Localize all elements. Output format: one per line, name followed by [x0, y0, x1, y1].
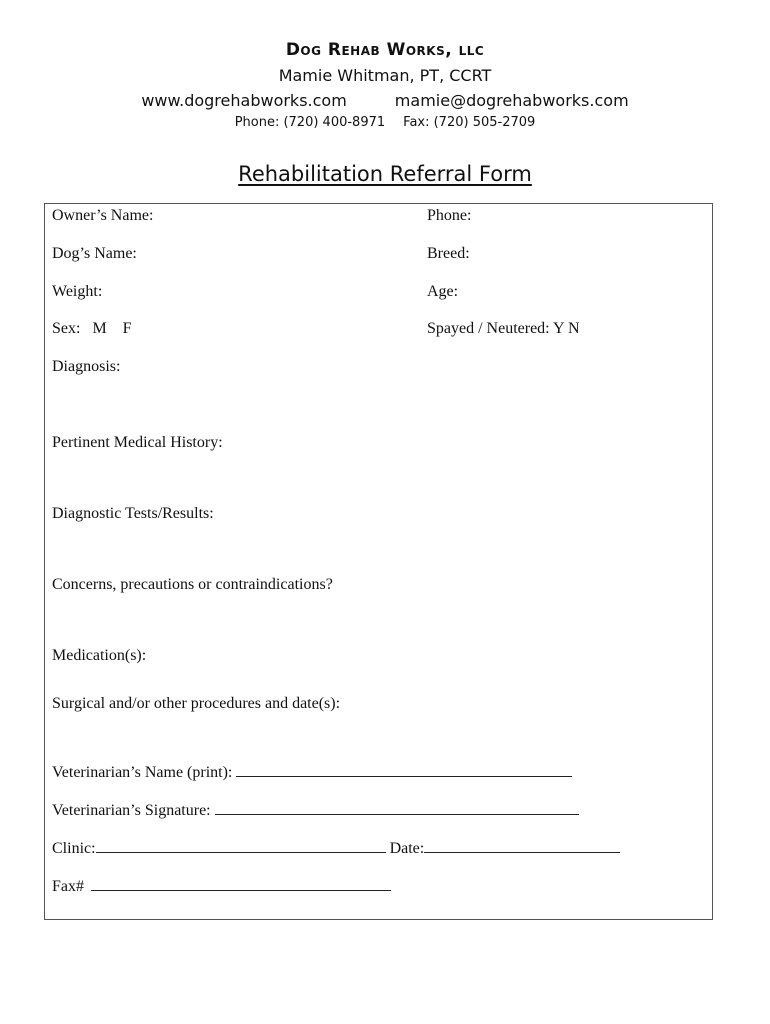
phone-label[interactable]: Phone: [427, 207, 472, 224]
dogs-name-label[interactable]: Dog’s Name: [52, 245, 137, 262]
vet-signature-label: Veterinarian’s Signature: [52, 802, 211, 819]
phone-fax-row [0, 115, 770, 130]
clinic-label: Clinic: [52, 840, 96, 857]
website-link[interactable]: www.dogrehabworks.com [141, 91, 347, 110]
fax-row [52, 876, 391, 896]
date-field[interactable] [424, 838, 620, 853]
surgical-procedures-label[interactable]: Surgical and/or other procedures and date(s): [52, 695, 341, 712]
medical-history-label[interactable]: Pertinent Medical History: [52, 434, 223, 451]
fax-field[interactable] [91, 876, 391, 891]
contact-row [0, 91, 770, 110]
diagnostic-tests-label[interactable]: Diagnostic Tests/Results: [52, 505, 214, 522]
form-title: Rehabilitation Referral Form [238, 162, 532, 186]
vet-signature-field[interactable] [215, 800, 579, 815]
spayed-neutered-label[interactable]: Spayed / Neutered: Y N [427, 320, 580, 337]
fax-number: Fax: (720) 505-2709 [403, 115, 536, 130]
practitioner-name: Mamie Whitman, PT, CCRT [278, 66, 492, 85]
date-label: Date: [389, 840, 425, 857]
owners-name-label[interactable]: Owner’s Name: [52, 207, 154, 224]
vet-name-label: Veterinarian’s Name (print): [52, 764, 233, 781]
fax-label: Fax# [52, 878, 84, 895]
email-link[interactable]: mamie@dogrehabworks.com [394, 91, 629, 110]
clinic-field[interactable] [96, 838, 386, 853]
vet-signature-row [52, 800, 579, 820]
breed-label[interactable]: Breed: [427, 245, 470, 262]
concerns-label[interactable]: Concerns, precautions or contraindications? [52, 576, 333, 593]
diagnosis-label[interactable]: Diagnosis: [52, 358, 121, 375]
clinic-date-row [52, 838, 620, 858]
weight-label[interactable]: Weight: [52, 283, 103, 300]
company-name: Dog Rehab Works, llc [285, 40, 485, 60]
medications-label[interactable]: Medication(s): [52, 647, 147, 664]
sex-label[interactable]: Sex: M F [52, 320, 132, 337]
phone-number: Phone: (720) 400-8971 [234, 115, 386, 130]
vet-name-field[interactable] [236, 762, 572, 777]
referral-form [44, 203, 713, 920]
vet-name-row [52, 762, 572, 782]
age-label[interactable]: Age: [427, 283, 459, 300]
